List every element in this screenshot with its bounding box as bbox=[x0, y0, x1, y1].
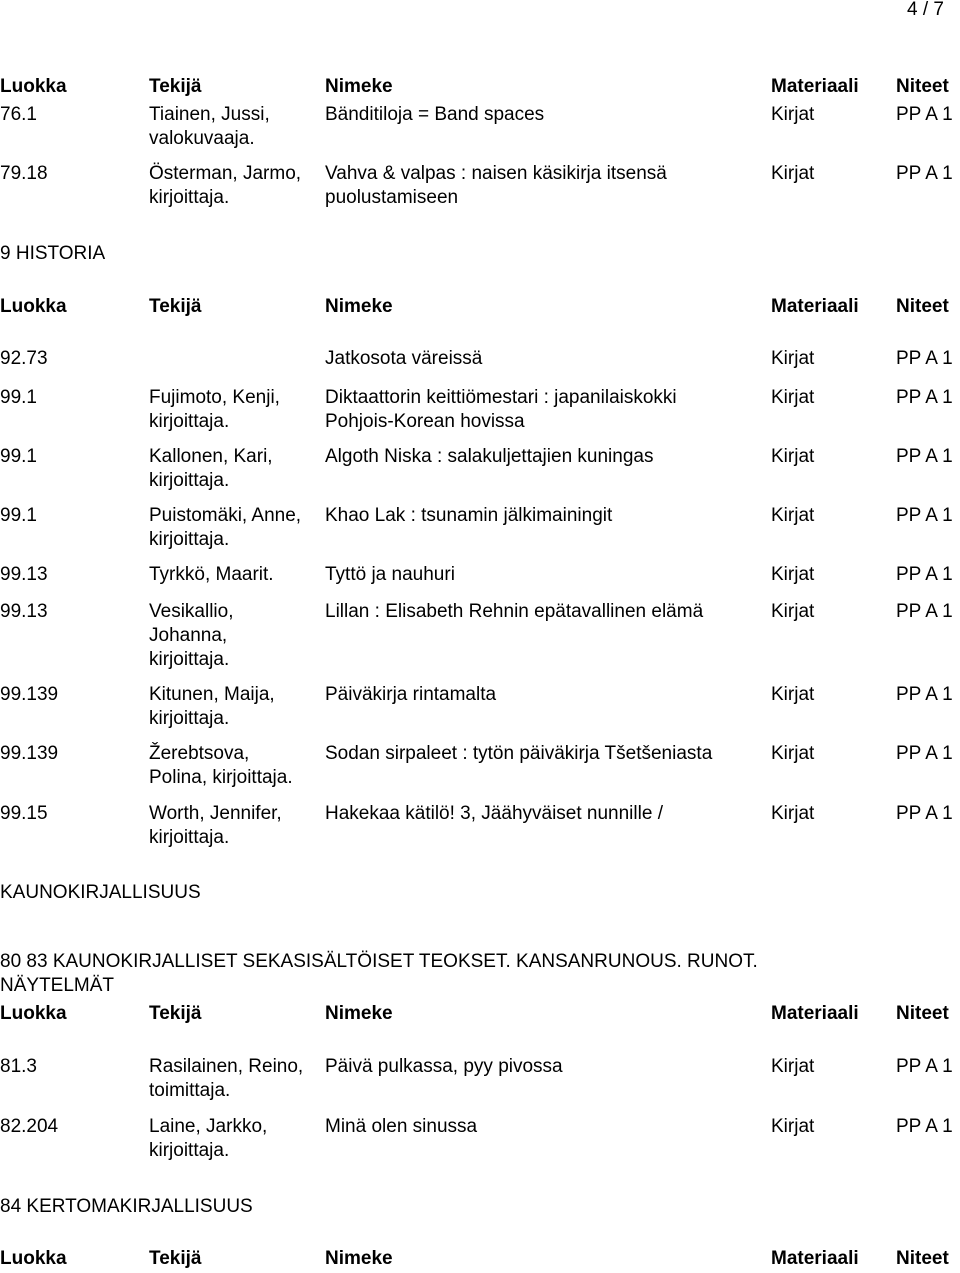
row-luokka: 92.73 bbox=[0, 348, 48, 369]
row-materiaali: Kirjat bbox=[771, 163, 815, 184]
row-tekija-line: toimittaja. bbox=[149, 1080, 231, 1101]
row-luokka: 99.13 bbox=[0, 601, 48, 622]
row-tekija-line: Tyrkkö, Maarit. bbox=[149, 564, 274, 585]
row-tekija-line: kirjoittaja. bbox=[149, 411, 230, 432]
row-tekija-line: Žerebtsova, bbox=[149, 743, 250, 764]
row-tekija-line: kirjoittaja. bbox=[149, 529, 230, 550]
header-nimeke: Nimeke bbox=[325, 76, 393, 97]
header-niteet: Niteet bbox=[896, 296, 949, 317]
row-luokka: 99.1 bbox=[0, 505, 37, 526]
row-materiaali: Kirjat bbox=[771, 1056, 815, 1077]
row-luokka: 81.3 bbox=[0, 1056, 37, 1077]
row-luokka: 99.1 bbox=[0, 387, 37, 408]
row-materiaali: Kirjat bbox=[771, 387, 815, 408]
row-tekija-line: Laine, Jarkko, bbox=[149, 1116, 268, 1137]
section-heading-sekasisaltoiset: 80 83 KAUNOKIRJALLISET SEKASISÄLTÖISET TEOKSET. KANSANRUNOUS. RUNOT. bbox=[0, 951, 758, 972]
row-niteet: PP A 1 bbox=[896, 1116, 953, 1137]
row-materiaali: Kirjat bbox=[771, 505, 815, 526]
header-tekija: Tekijä bbox=[149, 76, 202, 97]
header-materiaali: Materiaali bbox=[771, 76, 859, 97]
header-nimeke: Nimeke bbox=[325, 1003, 393, 1024]
row-nimeke-line: Diktaattorin keittiömestari : japanilaiskokki bbox=[325, 387, 677, 408]
row-nimeke-line: Jatkosota väreissä bbox=[325, 348, 483, 369]
row-luokka: 79.18 bbox=[0, 163, 48, 184]
header-tekija: Tekijä bbox=[149, 1248, 202, 1269]
row-luokka: 99.15 bbox=[0, 803, 48, 824]
header-niteet: Niteet bbox=[896, 76, 949, 97]
row-nimeke-line: Päiväkirja rintamalta bbox=[325, 684, 497, 705]
row-nimeke-line: Sodan sirpaleet : tytön päiväkirja Tšetšeniasta bbox=[325, 743, 713, 764]
row-tekija-line: kirjoittaja. bbox=[149, 708, 230, 729]
row-tekija-line: kirjoittaja. bbox=[149, 1140, 230, 1161]
row-luokka: 76.1 bbox=[0, 104, 37, 125]
row-materiaali: Kirjat bbox=[771, 104, 815, 125]
row-tekija-line: Kallonen, Kari, bbox=[149, 446, 273, 467]
section-heading-historia: 9 HISTORIA bbox=[0, 243, 106, 264]
row-niteet: PP A 1 bbox=[896, 803, 953, 824]
row-luokka: 99.1 bbox=[0, 446, 37, 467]
row-nimeke-line: Vahva & valpas : naisen käsikirja itsensä bbox=[325, 163, 667, 184]
row-nimeke-line: puolustamiseen bbox=[325, 187, 459, 208]
row-niteet: PP A 1 bbox=[896, 348, 953, 369]
row-materiaali: Kirjat bbox=[771, 601, 815, 622]
row-materiaali: Kirjat bbox=[771, 684, 815, 705]
page-number: 4 / 7 bbox=[907, 0, 944, 20]
row-niteet: PP A 1 bbox=[896, 505, 953, 526]
row-luokka: 99.13 bbox=[0, 564, 48, 585]
header-materiaali: Materiaali bbox=[771, 1248, 859, 1269]
section-heading-kertomakirjallisuus: 84 KERTOMAKIRJALLISUUS bbox=[0, 1196, 253, 1217]
row-niteet: PP A 1 bbox=[896, 684, 953, 705]
row-tekija-line: valokuvaaja. bbox=[149, 128, 255, 149]
row-nimeke-line: Pohjois-Korean hovissa bbox=[325, 411, 525, 432]
row-tekija-line: Vesikallio, bbox=[149, 601, 234, 622]
row-niteet: PP A 1 bbox=[896, 387, 953, 408]
row-tekija-line: Puistomäki, Anne, bbox=[149, 505, 302, 526]
row-tekija-line: Worth, Jennifer, bbox=[149, 803, 282, 824]
row-nimeke-line: Minä olen sinussa bbox=[325, 1116, 478, 1137]
row-luokka: 99.139 bbox=[0, 743, 59, 764]
section-heading-kaunokirjallisuus: KAUNOKIRJALLISUUS bbox=[0, 882, 201, 903]
header-niteet: Niteet bbox=[896, 1248, 949, 1269]
header-tekija: Tekijä bbox=[149, 296, 202, 317]
header-luokka: Luokka bbox=[0, 76, 67, 97]
row-materiaali: Kirjat bbox=[771, 743, 815, 764]
row-materiaali: Kirjat bbox=[771, 446, 815, 467]
row-tekija-line: Österman, Jarmo, bbox=[149, 163, 302, 184]
row-nimeke-line: Hakekaa kätilö! 3, Jäähyväiset nunnille / bbox=[325, 803, 663, 824]
row-nimeke-line: Khao Lak : tsunamin jälkimainingit bbox=[325, 505, 613, 526]
row-niteet: PP A 1 bbox=[896, 601, 953, 622]
row-nimeke-line: Päivä pulkassa, pyy pivossa bbox=[325, 1056, 563, 1077]
row-tekija-line: Tiainen, Jussi, bbox=[149, 104, 270, 125]
row-nimeke-line: Bänditiloja = Band spaces bbox=[325, 104, 545, 125]
header-niteet: Niteet bbox=[896, 1003, 949, 1024]
row-tekija-line: Rasilainen, Reino, bbox=[149, 1056, 304, 1077]
row-niteet: PP A 1 bbox=[896, 446, 953, 467]
row-materiaali: Kirjat bbox=[771, 348, 815, 369]
row-materiaali: Kirjat bbox=[771, 564, 815, 585]
row-nimeke-line: Algoth Niska : salakuljettajien kuningas bbox=[325, 446, 654, 467]
row-nimeke-line: Lillan : Elisabeth Rehnin epätavallinen elämä bbox=[325, 601, 704, 622]
header-tekija: Tekijä bbox=[149, 1003, 202, 1024]
row-niteet: PP A 1 bbox=[896, 743, 953, 764]
row-materiaali: Kirjat bbox=[771, 803, 815, 824]
section-heading-sekasisaltoiset-line2: NÄYTELMÄT bbox=[0, 975, 115, 996]
header-materiaali: Materiaali bbox=[771, 1003, 859, 1024]
header-nimeke: Nimeke bbox=[325, 296, 393, 317]
header-luokka: Luokka bbox=[0, 1248, 67, 1269]
header-luokka: Luokka bbox=[0, 296, 67, 317]
row-nimeke-line: Tyttö ja nauhuri bbox=[325, 564, 455, 585]
row-tekija-line: kirjoittaja. bbox=[149, 470, 230, 491]
row-materiaali: Kirjat bbox=[771, 1116, 815, 1137]
header-luokka: Luokka bbox=[0, 1003, 67, 1024]
row-luokka: 99.139 bbox=[0, 684, 59, 705]
row-niteet: PP A 1 bbox=[896, 163, 953, 184]
row-tekija-line: kirjoittaja. bbox=[149, 649, 230, 670]
row-niteet: PP A 1 bbox=[896, 564, 953, 585]
row-niteet: PP A 1 bbox=[896, 1056, 953, 1077]
row-tekija-line: kirjoittaja. bbox=[149, 187, 230, 208]
row-tekija-line: Kitunen, Maija, bbox=[149, 684, 275, 705]
header-nimeke: Nimeke bbox=[325, 1248, 393, 1269]
row-niteet: PP A 1 bbox=[896, 104, 953, 125]
row-luokka: 82.204 bbox=[0, 1116, 59, 1137]
row-tekija-line: Johanna, bbox=[149, 625, 228, 646]
header-materiaali: Materiaali bbox=[771, 296, 859, 317]
row-tekija-line: Polina, kirjoittaja. bbox=[149, 767, 293, 788]
row-tekija-line: kirjoittaja. bbox=[149, 827, 230, 848]
row-tekija-line: Fujimoto, Kenji, bbox=[149, 387, 280, 408]
